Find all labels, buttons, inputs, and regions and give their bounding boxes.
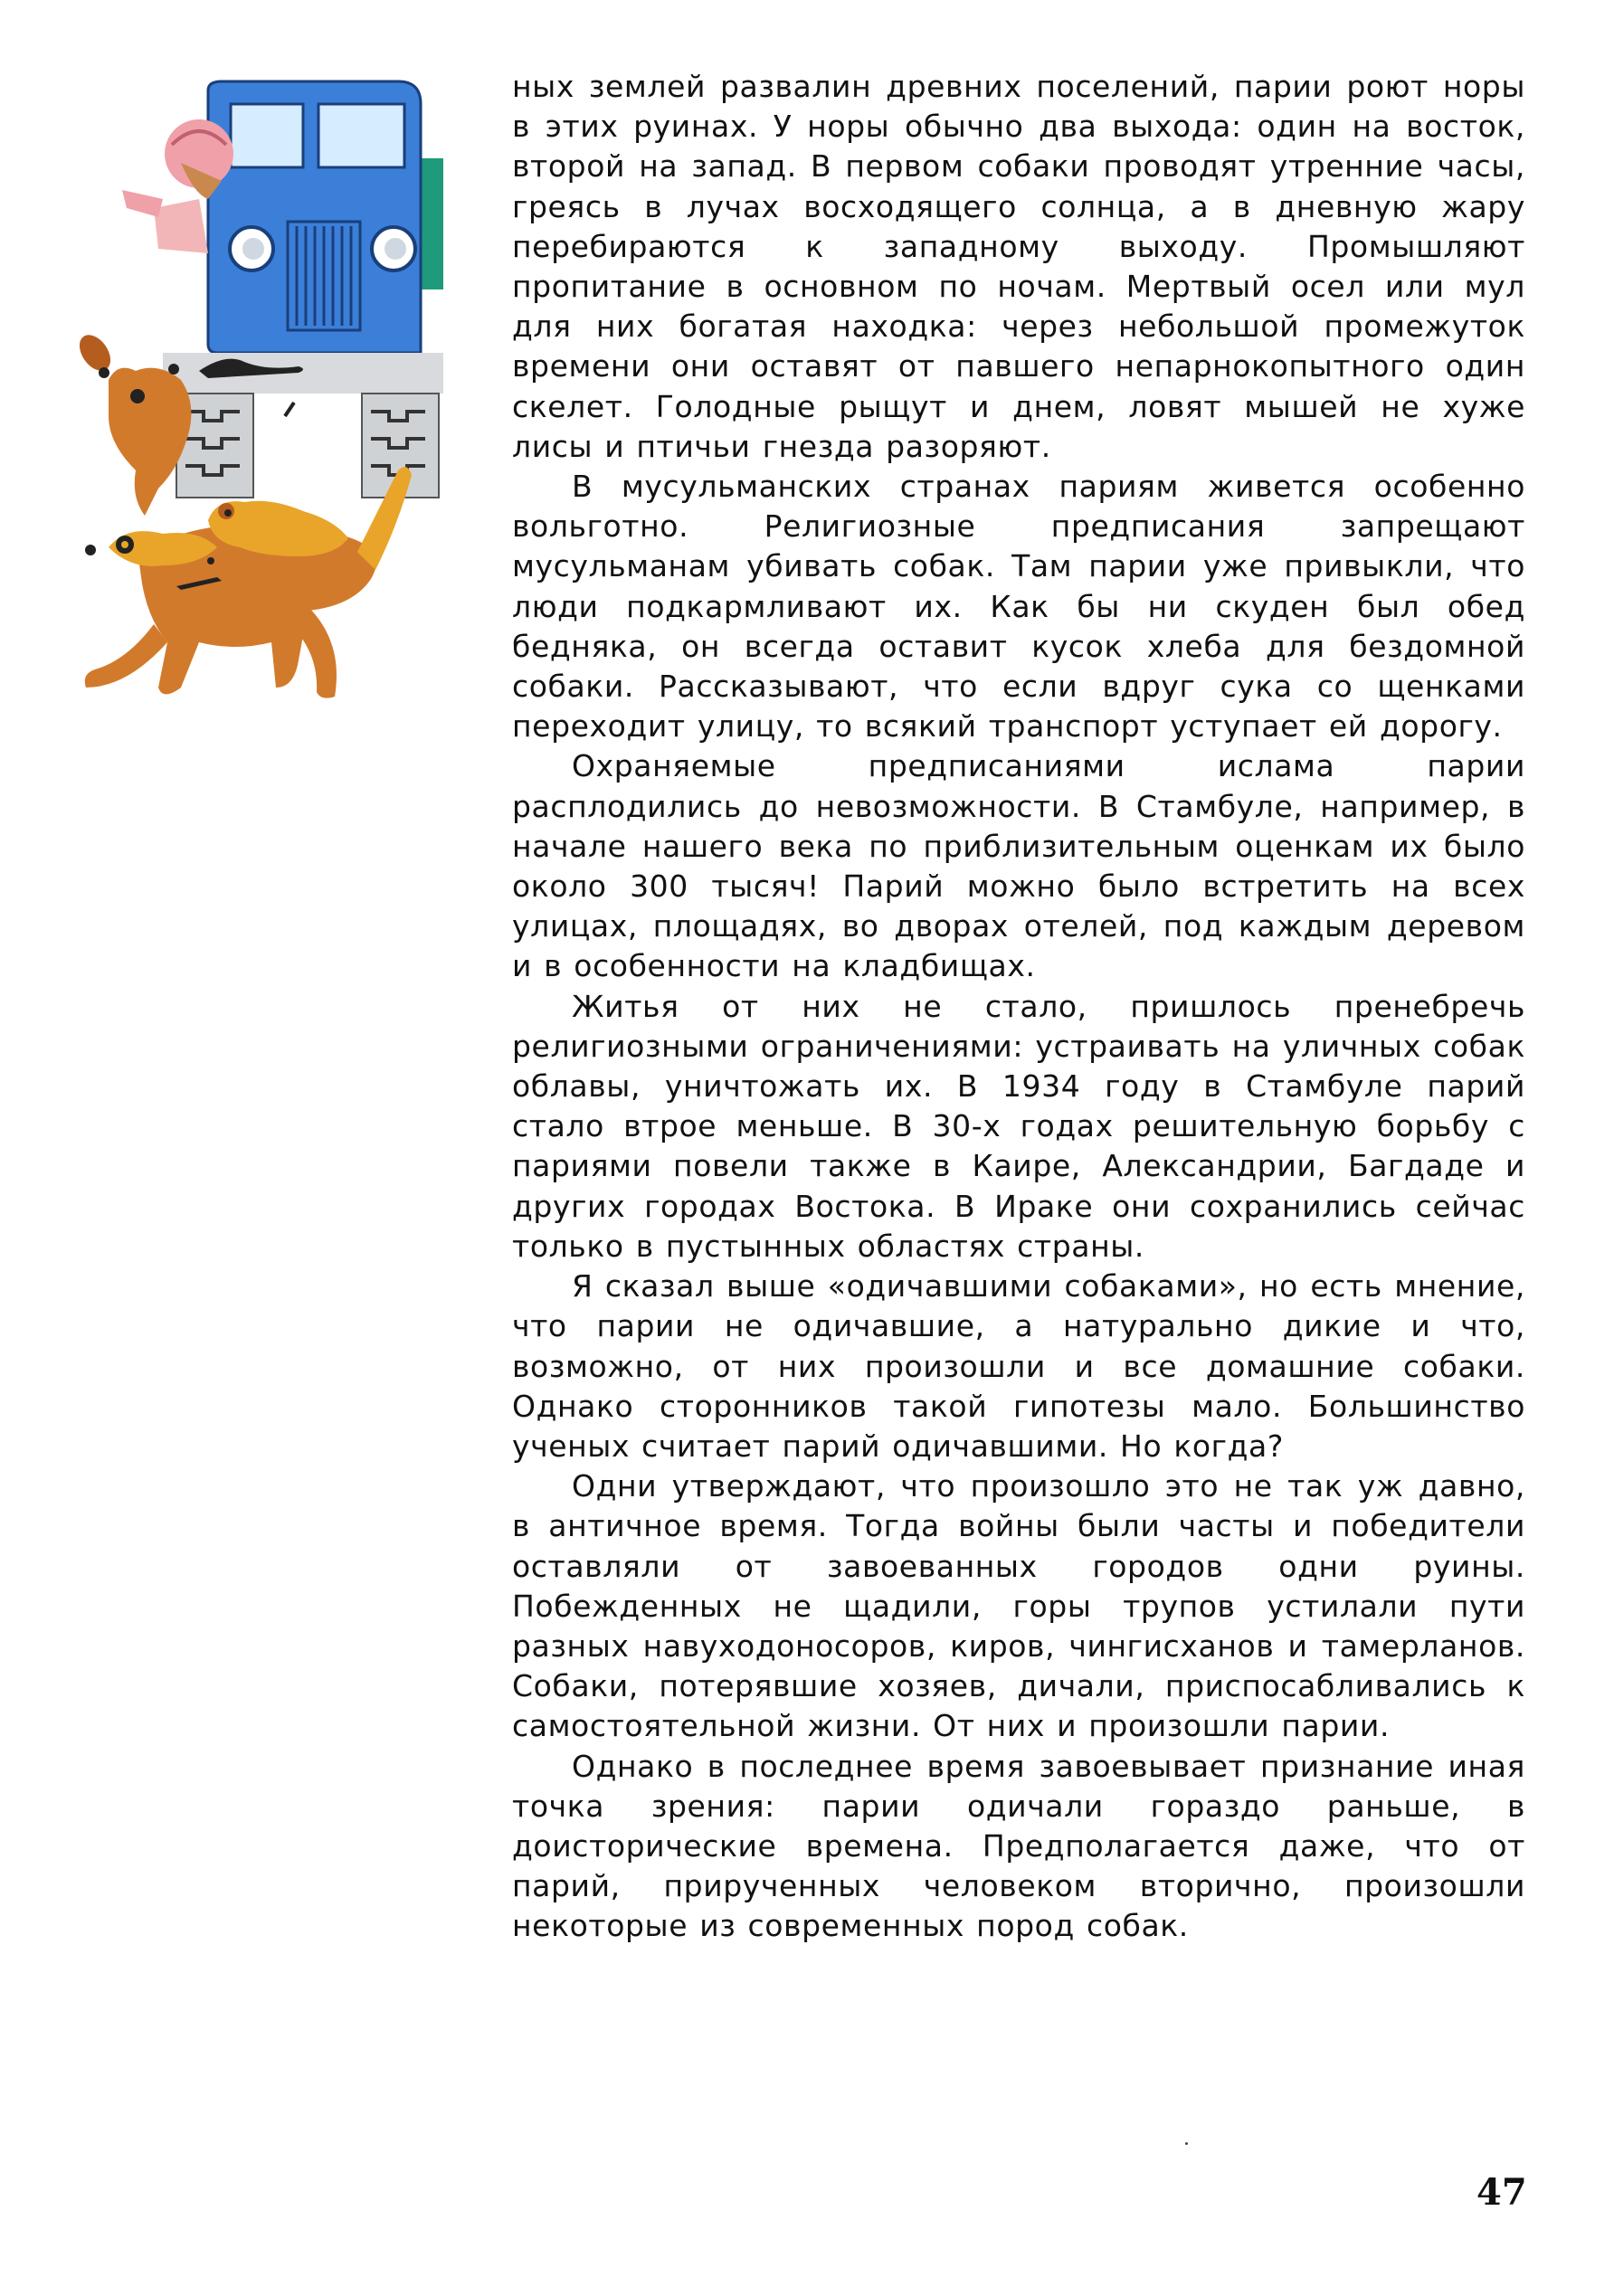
illustrations-svg [72, 63, 489, 977]
page-number: 47 [1476, 2171, 1527, 2214]
paragraph-1: ных землей развалин древних поселений, парии роют норы в этих руинах. У норы обычно два выхода: один на восток, второй на запад. В первом собаки проводят утренние часы, греясь в лучах восходящего солнца, а в дневную жару перебираются к западному выходу. Промышляют пропитание в основном по ночам. Мертвый осел или мул для них богатая находка: через небольшой промежуток времени они оставят от павшего непарнокопытного один скелет. Голодные рыщут и днем, ловят мышей не хуже лисы и птичьи гнезда разоряют. [512, 69, 1525, 464]
article-text [512, 67, 1525, 1947]
paragraph-6: Одни утверждают, что произошло это не так уж давно, в античное время. Тогда войны были часты и победители оставляли от завоеванных городов одни руины. Побежденных не щадили, горы трупов устилали пути разных навуходоносоров, киров, чингисханов и тамерланов. Собаки, потерявшие хозяев, дичали, приспосабливались к самостоятельной жизни. От них и произошли парии. [512, 1468, 1525, 1744]
paragraph-7: Однако в последнее время завоевывает признание иная точка зрения: парии одичали гораздо раньше, в доисторические времена. Предполагается даже, что от парий, прирученных человеком вторично, произошли некоторые из современных пород собак. [512, 1748, 1525, 1944]
paragraph-2: В мусульманских странах париям живется особенно вольготно. Религиозные предписания запрещают мусульманам убивать собак. Там парии уже привыкли, что люди подкармливают их. Как бы ни скуден был обед бедняка, он всегда оставит кусок хлеба для бездомной собаки. Рассказывают, что если вдруг сука со щенками переходит улицу, то всякий транспорт уступает ей дорогу. [512, 469, 1525, 745]
footer-dot [1185, 2142, 1188, 2145]
margin-illustrations [72, 63, 489, 977]
paragraph-4: Житья от них не стало, пришлось пренебречь религиозными ограничениями: устраивать на уличных собак облавы, уничтожать их. В 1934 году в Стамбуле парий стало втрое меньше. В 30-х годах решительную борьбу с париями повели также в Каире, Александрии, Багдаде и других городах Востока. В Ираке они сохранились сейчас только в пустынных областях страны. [512, 988, 1525, 1264]
paragraph-5: Я сказал выше «одичавшими собаками», но есть мнение, что парии не одичавшие, а натурально дикие и что, возможно, от них произошли и все домашние собаки. Однако сторонников такой гипотезы мало. Большинство ученых считает парий одичавшими. Но когда? [512, 1268, 1525, 1464]
paragraph-3: Охраняемые предписаниями ислама парии расплодились до невозможности. В Стамбуле, например, в начале нашего века по приблизительным оценкам их было около 300 тысяч! Парий можно было встретить на всех улицах, площадях, во дворах отелей, под каждым деревом и в особенности на кладбищах. [512, 748, 1525, 984]
